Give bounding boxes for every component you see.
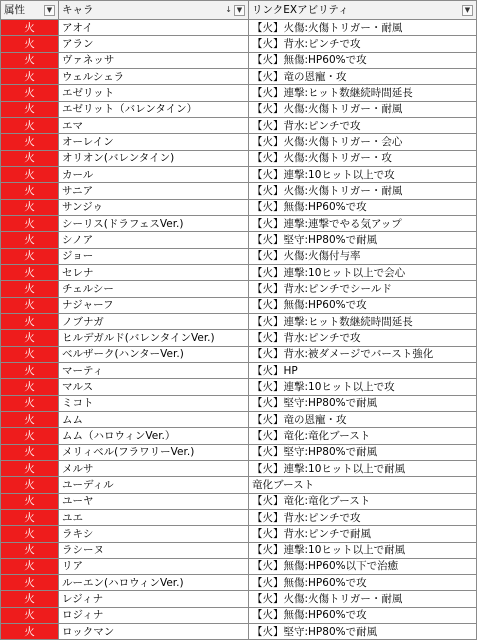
character-cell[interactable]: メリィベル(フラワリーVer.) [59,444,249,460]
header-attribute-label: 属性 [4,4,25,16]
character-cell[interactable]: カール [59,166,249,182]
filter-active-icon[interactable]: ▼ [44,5,55,16]
character-cell[interactable]: ミコト [59,395,249,411]
ability-cell[interactable]: 【火】竜の恩寵・攻 [249,411,477,427]
attribute-cell[interactable]: 火 [1,395,59,411]
table-row [1,591,477,607]
ability-cell[interactable]: 【火】竜化:竜化ブースト [249,493,477,509]
character-cell[interactable]: セレナ [59,264,249,280]
character-cell[interactable]: ヴァネッサ [59,52,249,68]
attribute-cell[interactable]: 火 [1,460,59,476]
character-cell[interactable]: エゼリット（バレンタイン） [59,101,249,117]
table-row [1,607,477,623]
table-row [1,330,477,346]
ability-cell[interactable]: 【火】無傷:HP60%で攻 [249,297,477,313]
table-row [1,379,477,395]
character-cell[interactable]: ユエ [59,509,249,525]
character-cell[interactable]: アラン [59,36,249,52]
ability-cell[interactable]: 【火】堅守:HP80%で耐風 [249,444,477,460]
table-row [1,346,477,362]
dropdown-arrow-icon[interactable]: ▼ [462,5,473,16]
character-cell[interactable]: オーレイン [59,134,249,150]
attribute-cell[interactable]: 火 [1,248,59,264]
attribute-cell[interactable]: 火 [1,199,59,215]
character-cell[interactable]: サニア [59,183,249,199]
ability-cell[interactable]: 【火】連撃:ヒット数継続時間延長 [249,85,477,101]
character-cell[interactable]: ナジャーフ [59,297,249,313]
attribute-cell[interactable]: 火 [1,542,59,558]
attribute-cell[interactable]: 火 [1,68,59,84]
ability-cell[interactable]: 【火】背水:ピンチでシールド [249,281,477,297]
table-row [1,68,477,84]
character-cell[interactable]: シーリス(ドラフェスVer.) [59,215,249,231]
table-row [1,624,477,640]
table-row [1,526,477,542]
ability-cell[interactable]: 【火】火傷:火傷トリガー・耐風 [249,183,477,199]
ability-cell[interactable]: 【火】背水:ピンチで攻 [249,36,477,52]
attribute-cell[interactable]: 火 [1,36,59,52]
attribute-cell[interactable]: 火 [1,281,59,297]
attribute-cell[interactable]: 火 [1,313,59,329]
ability-cell[interactable]: 【火】堅守:HP80%で耐風 [249,395,477,411]
table-row [1,460,477,476]
table-row [1,313,477,329]
attribute-cell[interactable]: 火 [1,444,59,460]
attribute-cell[interactable]: 火 [1,134,59,150]
ability-cell[interactable]: 【火】無傷:HP60%で攻 [249,575,477,591]
ability-cell[interactable]: 【火】無傷:HP60%で攻 [249,199,477,215]
ability-cell[interactable]: 【火】背水:ピンチで攻 [249,117,477,133]
ability-cell[interactable]: 【火】連撃:10ヒット以上で耐風 [249,460,477,476]
table-row [1,411,477,427]
table-row [1,444,477,460]
ability-cell[interactable]: 【火】無傷:HP60%で攻 [249,607,477,623]
header-ability-label: リンクEXアビリティ [252,4,349,16]
character-cell[interactable]: ヒルデガルド(バレンタインVer.) [59,330,249,346]
character-cell[interactable]: ノブナガ [59,313,249,329]
table-row [1,36,477,52]
character-cell[interactable]: ラシーヌ [59,542,249,558]
table-row [1,362,477,378]
character-cell[interactable]: チェルシー [59,281,249,297]
attribute-cell[interactable]: 火 [1,558,59,574]
ability-cell[interactable]: 【火】背水:ピンチで耐風 [249,526,477,542]
attribute-cell[interactable]: 火 [1,607,59,623]
character-cell[interactable]: ムム [59,411,249,427]
table-row [1,428,477,444]
character-cell[interactable]: エマ [59,117,249,133]
attribute-cell[interactable]: 火 [1,117,59,133]
header-character [59,1,249,20]
character-cell[interactable]: ムム（ハロウィンVer.） [59,428,249,444]
attribute-cell[interactable]: 火 [1,101,59,117]
attribute-cell[interactable]: 火 [1,215,59,231]
attribute-cell[interactable]: 火 [1,297,59,313]
attribute-cell[interactable]: 火 [1,591,59,607]
table-row [1,101,477,117]
character-cell[interactable]: ロジィナ [59,607,249,623]
ability-cell[interactable]: 【火】堅守:HP80%で耐風 [249,232,477,248]
attribute-cell[interactable]: 火 [1,362,59,378]
attribute-cell[interactable]: 火 [1,624,59,640]
table-row [1,575,477,591]
ability-cell[interactable]: 【火】火傷:火傷付与率 [249,248,477,264]
table-row [1,134,477,150]
table-row [1,281,477,297]
attribute-cell[interactable]: 火 [1,509,59,525]
attribute-cell[interactable]: 火 [1,330,59,346]
table-row [1,297,477,313]
ability-cell[interactable]: 【火】堅守:HP80%で耐風 [249,624,477,640]
ability-cell[interactable]: 【火】竜化:竜化ブースト [249,428,477,444]
attribute-cell[interactable]: 火 [1,166,59,182]
ability-cell[interactable]: 【火】火傷:火傷トリガー・会心 [249,134,477,150]
character-cell[interactable]: ベルザーク(ハンターVer.) [59,346,249,362]
ability-cell[interactable]: 【火】連撃:10ヒット以上で攻 [249,379,477,395]
attribute-cell[interactable]: 火 [1,52,59,68]
table-row [1,52,477,68]
attribute-cell[interactable]: 火 [1,428,59,444]
character-cell[interactable]: シノア [59,232,249,248]
attribute-cell[interactable]: 火 [1,411,59,427]
header-ability [249,1,477,20]
ability-cell[interactable]: 【火】連撃:10ヒット以上で会心 [249,264,477,280]
character-cell[interactable]: マルス [59,379,249,395]
character-cell[interactable]: ユーディル [59,477,249,493]
character-cell[interactable]: メルサ [59,460,249,476]
character-cell[interactable]: オリオン(バレンタイン) [59,150,249,166]
character-cell[interactable]: ルーエン(ハロウィンVer.) [59,575,249,591]
attribute-cell[interactable]: 火 [1,20,59,36]
ability-cell[interactable]: 【火】連撃:連撃でやる気アップ [249,215,477,231]
attribute-cell[interactable]: 火 [1,232,59,248]
ability-cell[interactable]: 【火】無傷:HP60%以下で治癒 [249,558,477,574]
attribute-cell[interactable]: 火 [1,493,59,509]
attribute-cell[interactable]: 火 [1,379,59,395]
ability-cell[interactable]: 【火】竜の恩寵・攻 [249,68,477,84]
character-cell[interactable]: ロックマン [59,624,249,640]
sort-filter-icon[interactable]: ▼ [234,5,245,16]
ability-cell[interactable]: 【火】無傷:HP60%で攻 [249,52,477,68]
character-cell[interactable]: ウェルシェラ [59,68,249,84]
ability-cell[interactable]: 【火】火傷:火傷トリガー・耐風 [249,591,477,607]
attribute-cell[interactable]: 火 [1,150,59,166]
attribute-cell[interactable]: 火 [1,264,59,280]
character-cell[interactable]: アオイ [59,20,249,36]
table-row [1,199,477,215]
table-row [1,558,477,574]
table-row [1,117,477,133]
attribute-cell[interactable]: 火 [1,85,59,101]
header-attribute [1,1,59,20]
character-cell[interactable]: マーティ [59,362,249,378]
attribute-cell[interactable]: 火 [1,346,59,362]
ability-cell[interactable]: 【火】火傷:火傷トリガー・耐風 [249,20,477,36]
character-cell[interactable]: ジョー [59,248,249,264]
ability-cell[interactable]: 竜化ブースト [249,477,477,493]
table-row [1,85,477,101]
ability-cell[interactable]: 【火】連撃:10ヒット以上で攻 [249,166,477,182]
table-row [1,183,477,199]
character-cell[interactable]: レジィナ [59,591,249,607]
table-row [1,477,477,493]
ability-cell[interactable]: 【火】火傷:火傷トリガー・耐風 [249,101,477,117]
table-row [1,264,477,280]
table-row [1,150,477,166]
ability-cell[interactable]: 【火】背水:被ダメージでバースト強化 [249,346,477,362]
header-row [1,1,477,20]
character-cell[interactable]: リア [59,558,249,574]
attribute-cell[interactable]: 火 [1,477,59,493]
table-row [1,509,477,525]
character-cell[interactable]: ラキシ [59,526,249,542]
attribute-cell[interactable]: 火 [1,183,59,199]
table-row [1,232,477,248]
table-row [1,395,477,411]
ability-cell[interactable]: 【火】背水:ピンチで攻 [249,330,477,346]
ability-cell[interactable]: 【火】連撃:ヒット数継続時間延長 [249,313,477,329]
table-row [1,493,477,509]
table-row [1,542,477,558]
character-cell[interactable]: サンジゥ [59,199,249,215]
character-cell[interactable]: エゼリット [59,85,249,101]
table-row [1,248,477,264]
attribute-cell[interactable]: 火 [1,575,59,591]
ability-cell[interactable]: 【火】HP [249,362,477,378]
character-cell[interactable]: ユーヤ [59,493,249,509]
sort-icon: ↓ [225,5,232,14]
ability-cell[interactable]: 【火】火傷:火傷トリガー・攻 [249,150,477,166]
attribute-cell[interactable]: 火 [1,526,59,542]
table-row [1,20,477,36]
table-row [1,166,477,182]
table-row [1,215,477,231]
header-character-label: キャラ [62,4,94,16]
ability-cell[interactable]: 【火】連撃:10ヒット以上で耐風 [249,542,477,558]
ability-cell[interactable]: 【火】背水:ピンチで攻 [249,509,477,525]
